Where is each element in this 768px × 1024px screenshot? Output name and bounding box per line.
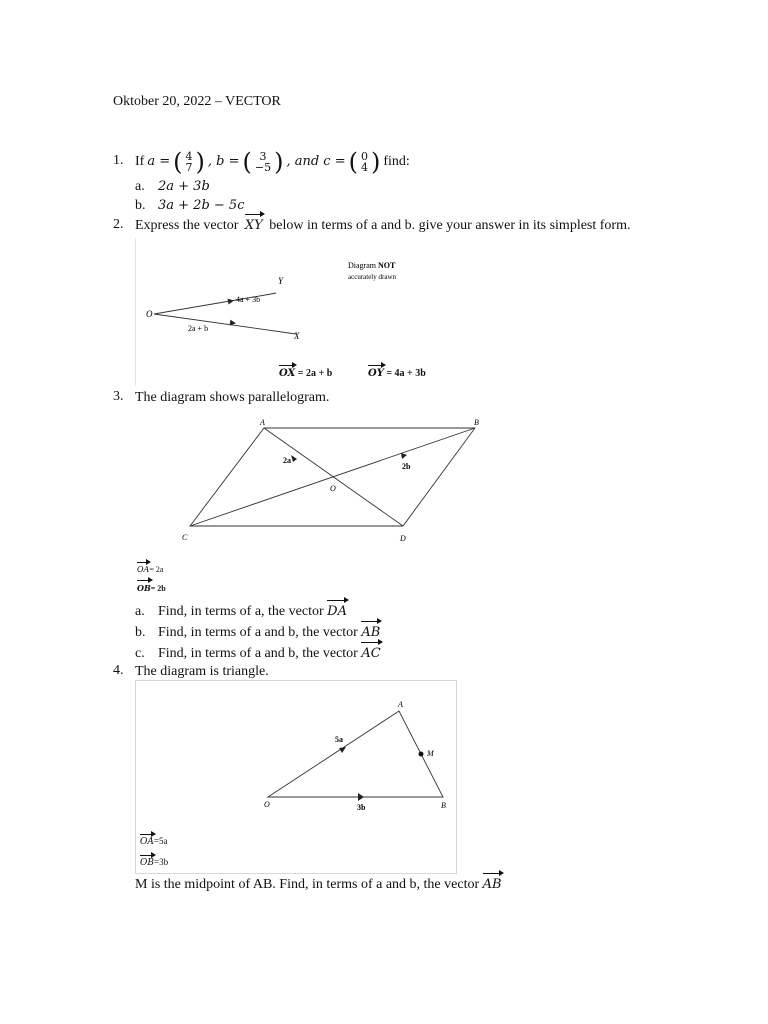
- q3-part-c: Find, in terms of a and b, the vector AC: [158, 646, 381, 661]
- q3-def-oa: OA= 2a: [137, 565, 164, 574]
- q1-part-b-expr: 3a + 2b − 5c: [158, 198, 245, 213]
- q3-label-c: C: [182, 533, 188, 542]
- q4-label-5a: 5a: [335, 735, 343, 744]
- q3-part-b: Find, in terms of a and b, the vector AB: [158, 625, 381, 640]
- q3-label-b: B: [474, 418, 479, 427]
- q2-eq-ox: OX = 2a + b: [279, 368, 333, 379]
- q3-statement: The diagram shows parallelogram.: [135, 390, 330, 405]
- q4-label-a: A: [398, 700, 403, 709]
- paren-left: (: [242, 148, 252, 176]
- q1-statement: [135, 146, 410, 178]
- q3-label-2b: 2b: [402, 462, 411, 471]
- q4-number: 4.: [113, 663, 124, 678]
- q1-suffix: find:: [383, 154, 410, 169]
- paren-right: ): [274, 148, 284, 176]
- q3-number: 3.: [113, 389, 124, 404]
- q4-label-3b: 3b: [357, 803, 366, 812]
- q4-label-o: O: [264, 800, 270, 809]
- q2-label-o: O: [146, 309, 153, 319]
- vector-a: 4 7: [185, 150, 193, 174]
- q2-vector-xy: XY: [244, 218, 263, 233]
- paren-left: (: [348, 148, 358, 176]
- q4-diagram: [135, 680, 457, 874]
- paren-right: ): [195, 148, 205, 176]
- q1-part-a-letter: a.: [135, 179, 145, 194]
- q2-diagram: [135, 238, 448, 386]
- q3-part-c-letter: c.: [135, 646, 145, 661]
- q4-footer: M is the midpoint of AB. Find, in terms of a and b, the vector AB: [135, 877, 502, 892]
- q3-part-b-letter: b.: [135, 625, 146, 640]
- q4-label-m: M: [427, 749, 434, 758]
- q2-eq-oy: OY = 4a + 3b: [368, 368, 426, 379]
- q2-label-oy: 4a + 3b: [236, 295, 261, 304]
- q2-label-ox: 2a + b: [188, 324, 209, 333]
- q1-part-a-expr: 2a + 3b: [158, 179, 210, 194]
- q4-label-b: B: [441, 801, 446, 810]
- q3-part-a: Find, in terms of a, the vector DA: [158, 604, 347, 619]
- q1-number: 1.: [113, 153, 124, 168]
- q1-b-label: , b =: [207, 154, 240, 169]
- q1-part-b-letter: b.: [135, 198, 146, 213]
- q1-a-label: a =: [147, 154, 171, 169]
- q4-def-ob: OB=3b: [140, 857, 169, 868]
- q3-label-2a: 2a: [283, 456, 291, 465]
- q1-prefix: If: [135, 154, 145, 169]
- q1-c-label: , and c =: [286, 154, 346, 169]
- q2-label-x: X: [294, 331, 300, 341]
- q3-diagram: [135, 412, 487, 602]
- paren-right: ): [370, 148, 381, 176]
- vector-c: 0 4: [360, 150, 368, 174]
- q2-statement: Express the vector XY below in terms of a and b. give your answer in its simplest form.: [135, 218, 631, 233]
- vector-b: 3 −5: [254, 150, 272, 174]
- q3-label-a: A: [260, 418, 265, 427]
- q2-number: 2.: [113, 217, 124, 232]
- q2-note-sub: accurately drawn: [348, 273, 396, 281]
- paren-left: (: [173, 148, 183, 176]
- q2-label-y: Y: [278, 276, 284, 286]
- q3-def-ob: OB= 2b: [137, 583, 166, 593]
- q3-label-o: O: [330, 484, 336, 493]
- q4-statement: The diagram is triangle.: [135, 664, 269, 679]
- q3-label-d: D: [400, 534, 406, 543]
- q2-note: Diagram NOT: [348, 261, 396, 270]
- q4-def-oa: OA=5a: [140, 836, 168, 847]
- page-title: Oktober 20, 2022 – VECTOR: [113, 94, 281, 109]
- q3-part-a-letter: a.: [135, 604, 145, 619]
